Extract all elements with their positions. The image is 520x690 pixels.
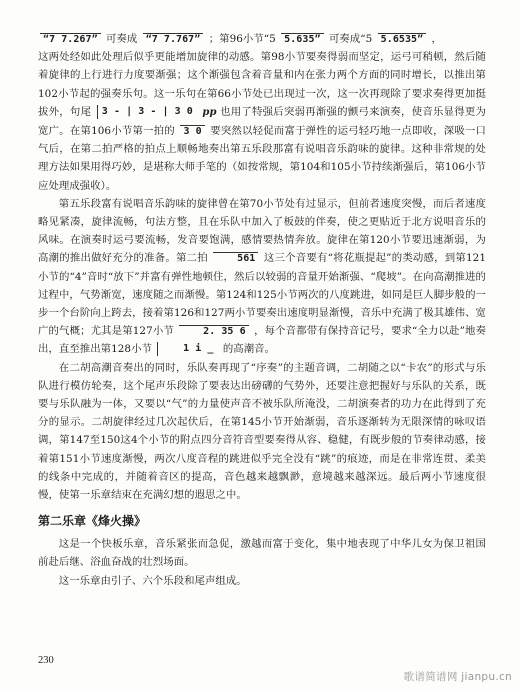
section-heading: 第二乐章《烽火操》 bbox=[38, 514, 147, 529]
notation-caption-2: ；第96小节“5 bbox=[208, 33, 276, 45]
paragraph-1-text-a: 这两处经如此处理后似乎更能增加旋律的动感。第98小节要奏得弱而坚定，运弓可稍顿，然后随着旋律的上行进行力度要渐强；这个渐强包含着音量和内在张力两个方面的同时增长，以推出第102小节起的强奏乐句。这一乐句在第66小节处已出现过一次，这一次再现除了要求奏得更加挺拔外，句尾 bbox=[38, 51, 486, 118]
notation-fragment-3: 5.635” bbox=[281, 33, 323, 46]
notation-561: 561 bbox=[213, 252, 258, 265]
paragraph-1 bbox=[38, 48, 486, 195]
notation-caption-3: 可奏成“5 bbox=[328, 33, 373, 45]
section-paragraph-1: 这是一个快板乐章，音乐紧张而急促，激越而富于变化，集中地表现了中华儿女为保卫祖国前赴后继、浴血奋战的壮烈场面。 bbox=[38, 538, 486, 569]
paragraph-1-text-c: 要突然以轻促而富于弹性的运弓轻巧地一点即收，深吸一口气后，在第二拍严格的拍点上顺畅地奏出第五乐段那富有说唱音乐韵味的旋律。这种非常规的处理方法如果用得巧妙，是堪称大师手笔的（如按常规，第104和105小节持续渐强后，第106小节应处理成强收）。 bbox=[38, 125, 486, 192]
notation-30: 3 0 bbox=[180, 125, 204, 138]
watermark: 歌谱简谱网 jianpu.cn bbox=[403, 671, 512, 683]
notation-caption-1: 可奏成 bbox=[106, 33, 138, 45]
notation-1: 1 i _ bbox=[157, 342, 217, 356]
paragraph-2 bbox=[38, 195, 486, 359]
notation-fragment-2: “7 7.767” bbox=[143, 33, 204, 46]
page-number: 230 bbox=[38, 655, 54, 666]
paragraph-2-text-a: 第五乐段富有说唱音乐韵味的旋律曾在第70小节处有过显示，但前者速度突慢，而后者速度略见紧凑，旋律流畅，句法方整，且在乐队中加入了板鼓的伴奏，使之更贴近于北方说唱音乐的风味。在演奏时运弓要流畅，发音要饱满，感情要热情奔放。旋律在第120小节要迅速渐弱，为高潮的推出做好充分的准备。第二拍 bbox=[38, 197, 486, 265]
paragraph-2-text-b: 这三个音要有“将花瓶提起”的类动感，到第121小节的“4”音时“放下”并富有弹性地顿住，然后以较弱的音量开始渐强、“爬坡”。在向高潮推进的过程中，气势渐宽，速度随之而渐慢。第124和125小节两次的八度跳进，如同是巨人脚步般的一步一个台阶向上跨去，接着第126和127两小节要奏出速度明显渐慢，音乐中充满了极其雄伟、宽广的气概；尤其是第127小节 bbox=[38, 252, 486, 338]
paragraph-2-text-d: 的高潮音。 bbox=[222, 343, 276, 356]
notation-fragment-1: “7 7.267” bbox=[40, 33, 101, 46]
score-snippet: 3 - | 3 - | 3 0 bbox=[97, 105, 197, 119]
notation-line bbox=[38, 30, 486, 48]
paragraph-2-text-c: ，每个音都带有保持音记号，要求“全力以赴”地奏出，直至推出第128小节 bbox=[38, 325, 487, 356]
notation-356: 2. 35 6 bbox=[179, 325, 248, 338]
section-paragraph-2: 这一乐章由引子、六个乐段和尾声组成。 bbox=[58, 574, 247, 587]
paragraph-1-text-b: 也用了特强后突弱再渐强的颤弓来演奏，使音乐显得更为宽广。在第106小节第一拍的 bbox=[38, 105, 487, 138]
paragraph-3: 在二胡高潮音奏出的同时，乐队奏再现了“序奏”的主题音调，二胡随之以“卡农”的形式与乐队进行模仿轮奏，这个尾声乐段除了要表达出磅礴的气势外，还要注意把握好与乐队的关系，既要与乐队融为一体，又要以“气”的力量使声音不被乐队所淹没，二胡演奏者的功力在此得到了充分的显示。二胡旋律经过几次起伏后，在第145小节开始渐弱，音乐逐渐转为无限深情的咏叹语调，第147至150这4个小节的附点四分音符音型要奏得从容、稳健，有既步般的节奏律动感，接着第151小节速度渐慢，两次八度音程的跳进似乎完全没有“跳”的痕迹，而是在非常连贯、柔美的线条中完成的，并随着音区的提高，音色越来越飘渺，意境越来越深远。最后两小节速度很慢，使第一乐章结束在充满幻想的遐思之中。 bbox=[38, 361, 486, 502]
dynamic-marking: pp bbox=[202, 106, 217, 118]
page-body bbox=[38, 30, 486, 590]
notation-caption-4: ， bbox=[431, 33, 442, 45]
notation-fragment-4: 5.6535” bbox=[378, 33, 427, 46]
